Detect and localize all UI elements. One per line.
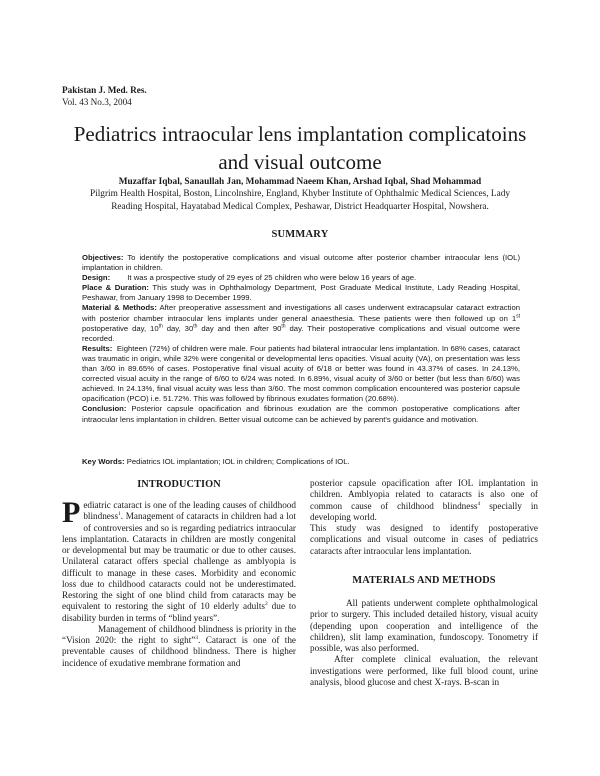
conclusion-text: Posterior capsule opacification and fibrinous exudation are the common postoperative complications after intraocular lens implantation in children. Better visual outcome can be achieved by parent's guidance and motivation.: [82, 404, 520, 424]
keywords-text: Pediatrics IOL implantation; IOL in children; Complications of IOL.: [126, 457, 350, 466]
affiliations: Pilgrim Health Hospital, Boston, Lincolnshire, England, Khyber Institute of Ophthalmic Medical Sciences, Lady Reading Hospital, Hayatabad Medical Complex, Peshawar, District Headquarter Hospital, Nowshera.: [89, 189, 511, 212]
methods-sup-2: th: [158, 323, 163, 330]
abstract-objectives: [82, 253, 520, 273]
intro-p2-text-b: . Cataract is one of the preventable causes of childhood blindness. There is higher incidence of exudative membrane formation and: [62, 635, 297, 668]
materials-paragraph-1: All patients underwent complete ophthalmological prior to surgery. This included detailed history, visual acuity (depending upon cooperation and intelligence of the children), slit lamp examination, fundoscopy. Tonometry if possible, was also performed.: [310, 598, 538, 653]
design-text: It was a prospective study of 29 eyes of 25 children who were below 16 years of age.: [127, 273, 417, 283]
right-column: [310, 478, 538, 557]
keywords: [82, 457, 522, 467]
place-label: Place & Duration:: [82, 283, 149, 293]
abstract-conclusion: [82, 404, 520, 424]
intro-ref-2: 2: [264, 601, 268, 608]
results-text: Eighteen (72%) of children were male. Four patients had bilateral intraocular lens implantation. In 68% cases, cataract was traumatic in origin, while 32% were congenital or developmental lens opacities. Visual acuity (VA), on presentation was less than 3/60 in 89.65% of cases. Postoperative final visual acuity of 6/18 or better was found in 43.37% of cases. In 24.13%, corrected visual acuity in the range of 6/60 to 6/24 was noted. In 6.89%, visual acuity of 3/60 or better (but less than 6/60) was achieved. In 24.13%, final visual acuity was less than 3/60. The most common complication encountered was posterior capsule opacification (PCO) i.e. 51.72%. This was followed by fibrinous exudates formation (20.68%).: [82, 343, 520, 404]
intro-paragraph-4: This study was designed to identify postoperative complications and visual outcome in cases of pediatrics cataracts after intraocular lens implantation.: [310, 523, 538, 556]
intro-paragraph-2: [62, 624, 296, 669]
left-column: [62, 496, 297, 669]
abstract-results: [82, 344, 520, 405]
drop-cap: P: [62, 496, 81, 529]
methods-sup-4: th: [281, 323, 286, 330]
intro-p3-text-a: posterior capsule opacification after IOL implantation in children. Amblyopia related to cataracts is also one of common cause of childhood blindness: [310, 478, 538, 511]
intro-ref-3: 3: [195, 634, 199, 641]
journal-volume: Vol. 43 No.3, 2004: [62, 97, 132, 107]
summary-heading: SUMMARY: [271, 229, 329, 240]
paper-title: Pediatrics intraocular lens implantation complicatoins and visual outcome: [73, 122, 527, 174]
intro-ref-4: 4: [477, 500, 481, 507]
intro-p2-text-a: Management of childhood blindness is priority in the “Vision 2020: the right to sight”: [62, 623, 296, 645]
abstract-methods: [82, 303, 520, 343]
intro-paragraph-1: [62, 496, 296, 624]
intro-p1-text-b: . Management of cataracts in children had a lot of controversies and so is regarding pediatrics intraocular lens implantation. Cataracts in children are mostly congenital or developmental but may be traumatic or due to other causes. Unilateral cataract offers special challenge as amblyopia is difficult to manage in these cases. Morbidity and economic loss due to childhood cataracts could not be underestimated. Restoring the sight of one blind child from cataracts may be equivalent to restoring the sight of 10 elderly adults: [62, 511, 296, 612]
methods-text-c: day, 30: [162, 323, 194, 333]
design-label: Design:: [82, 273, 111, 283]
intro-ref-1: 1: [118, 511, 121, 518]
methods-text-d: day and then after 90: [197, 323, 282, 333]
methods-text-a: After preoperative assessment and investigations all cases underwent extracapsular cataract extraction with posterior chamber intraocular lens implants under general anaesthesia. These patients were then followed up on 1: [82, 303, 520, 323]
materials-column: [310, 598, 538, 688]
intro-paragraph-3: [310, 478, 538, 523]
methods-text-e: day. Their postoperative complications and visual outcome were recorded.: [82, 323, 520, 343]
author-list: Muzaffar Iqbal, Sanaullah Jan, Mohammad Naeem Khan, Arshad Iqbal, Shad Mohammad: [118, 177, 482, 187]
objectives-text: To identify the postoperative complications and visual outcome after posterior chamber intraocular lens (IOL) implantation in children.: [82, 253, 521, 273]
materials-methods-heading: MATERIALS AND METHODS: [352, 575, 496, 586]
abstract-place: [82, 283, 520, 303]
results-label: Results:: [82, 343, 113, 353]
journal-name: Pakistan J. Med. Res.: [62, 85, 147, 95]
keywords-label: Key Words:: [82, 457, 125, 466]
materials-paragraph-2: After complete clinical evaluation, the relevant investigations were performed, like full blood count, urine analysis, blood glucose and chest X-rays. B-scan in: [310, 654, 538, 687]
conclusion-label: Conclusion:: [82, 404, 127, 414]
methods-sup-3: th: [193, 323, 198, 330]
journal-info: [62, 84, 147, 108]
intro-p1-text-a: ediatric cataract is one of the leading causes of childhood blindness: [83, 500, 296, 522]
abstract: [82, 253, 520, 425]
introduction-heading: INTRODUCTION: [137, 479, 221, 490]
methods-text-b: postoperative day, 10: [82, 323, 159, 333]
place-text: This study was in Ophthalmology Department, Post Graduate Medical Institute, Lady Reading Hospital, Peshawar, from January 1998 to December 1999.: [82, 283, 521, 303]
methods-label: Material & Methods:: [82, 303, 157, 313]
abstract-design: [82, 273, 520, 283]
intro-p1-text-c: due to disability burden in terms of “blind years”.: [62, 601, 296, 623]
intro-p3-text-b: specially in developing world.: [310, 500, 538, 522]
methods-sup-1: st: [516, 313, 520, 319]
objectives-label: Objectives:: [82, 253, 124, 262]
